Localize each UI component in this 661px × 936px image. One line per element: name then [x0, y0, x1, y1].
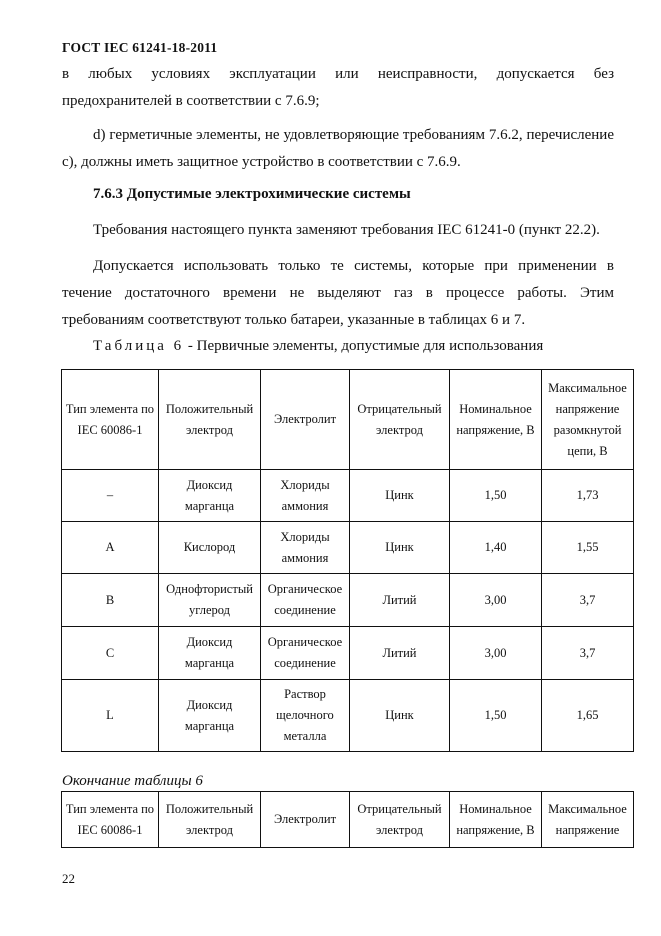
table-cell: 3,7: [542, 627, 634, 680]
table-6-caption-label: Таблица 6: [93, 338, 185, 354]
header-cell: Номинальное напряжение, В: [450, 370, 542, 470]
table-cell: Литий: [350, 574, 450, 627]
table-cell: Хлориды аммония: [261, 470, 350, 522]
header-cell: Максимальное напряжение: [542, 792, 634, 848]
table-row: [62, 522, 634, 574]
table-cell: 1,50: [450, 470, 542, 522]
header-cell: Номинальное напряжение, В: [450, 792, 542, 848]
table-cell: B: [62, 574, 159, 627]
table-cell: 1,55: [542, 522, 634, 574]
header-cell: Отрицательный электрод: [350, 370, 450, 470]
table-cell: 1,65: [542, 680, 634, 752]
table-cell: 3,00: [450, 627, 542, 680]
table-row: [62, 627, 634, 680]
document-code-header: ГОСТ IEC 61241-18-2011: [62, 40, 218, 55]
page-number: 22: [62, 871, 75, 886]
table-cell: Органическое соединение: [261, 627, 350, 680]
header-cell: Электролит: [261, 792, 350, 848]
table-row: [62, 680, 634, 752]
header-cell: Отрицательный электрод: [350, 792, 450, 848]
table-cell: Раствор щелочного металла: [261, 680, 350, 752]
table-6-caption: [93, 338, 543, 355]
table-cell: Цинк: [350, 470, 450, 522]
table-cell: Органическое соединение: [261, 574, 350, 627]
header-cell: Электролит: [261, 370, 350, 470]
table-6-continuation: [61, 791, 634, 848]
paragraph-continuation: в любых условиях эксплуатации или неисправности, допускается без предохранителей в соответствии с 7.6.9;: [62, 66, 614, 109]
table-cell: Диоксид марганца: [159, 680, 261, 752]
table-cell: 1,73: [542, 470, 634, 522]
table-cell: A: [62, 522, 159, 574]
table-6-continuation-caption: Окончание таблицы 6: [62, 773, 203, 789]
header-cell: Положительный электрод: [159, 370, 261, 470]
paragraph-requirements: Требования настоящего пункта заменяют требования IEC 61241-0 (пункт 22.2).: [93, 222, 600, 238]
table-cell: Диоксид марганца: [159, 627, 261, 680]
table-cell: Кислород: [159, 522, 261, 574]
section-title: 7.6.3 Допустимые электрохимические системы: [93, 186, 411, 202]
table-cell: Цинк: [350, 680, 450, 752]
table-cell: C: [62, 627, 159, 680]
table-cell: 3,7: [542, 574, 634, 627]
table-cell: Литий: [350, 627, 450, 680]
table-cell: 1,50: [450, 680, 542, 752]
table-cell: Диоксид марганца: [159, 470, 261, 522]
table-cell: 3,00: [450, 574, 542, 627]
header-cell: Тип элемента по IEC 60086-1: [62, 792, 159, 848]
table-cell: –: [62, 470, 159, 522]
table-header-row: [62, 792, 634, 848]
table-6-caption-text: - Первичные элементы, допустимые для использования: [184, 338, 544, 354]
table-header-row: [62, 370, 634, 470]
header-cell: Положительный электрод: [159, 792, 261, 848]
table-row: [62, 574, 634, 627]
table-row: [62, 470, 634, 522]
table-6: [61, 369, 634, 752]
paragraph-allowed-systems: Допускается использовать только те системы, которые при применении в течение достаточного времени не выделяют газ в процессе работы. Этим требованиям соответствуют только батареи, указанные в таблицах 6 и 7.: [62, 258, 614, 328]
paragraph-item-d: d) герметичные элементы, не удовлетворяющие требованиям 7.6.2, перечисление c), должны иметь защитное устройство в соответствии с 7.6.9.: [62, 127, 614, 170]
table-cell: L: [62, 680, 159, 752]
header-cell: Тип элемента по IEC 60086-1: [62, 370, 159, 470]
header-cell: Максимальное напряжение разомкнутой цепи, В: [542, 370, 634, 470]
table-cell: 1,40: [450, 522, 542, 574]
table-cell: Цинк: [350, 522, 450, 574]
table-cell: Однофтористый углерод: [159, 574, 261, 627]
table-cell: Хлориды аммония: [261, 522, 350, 574]
